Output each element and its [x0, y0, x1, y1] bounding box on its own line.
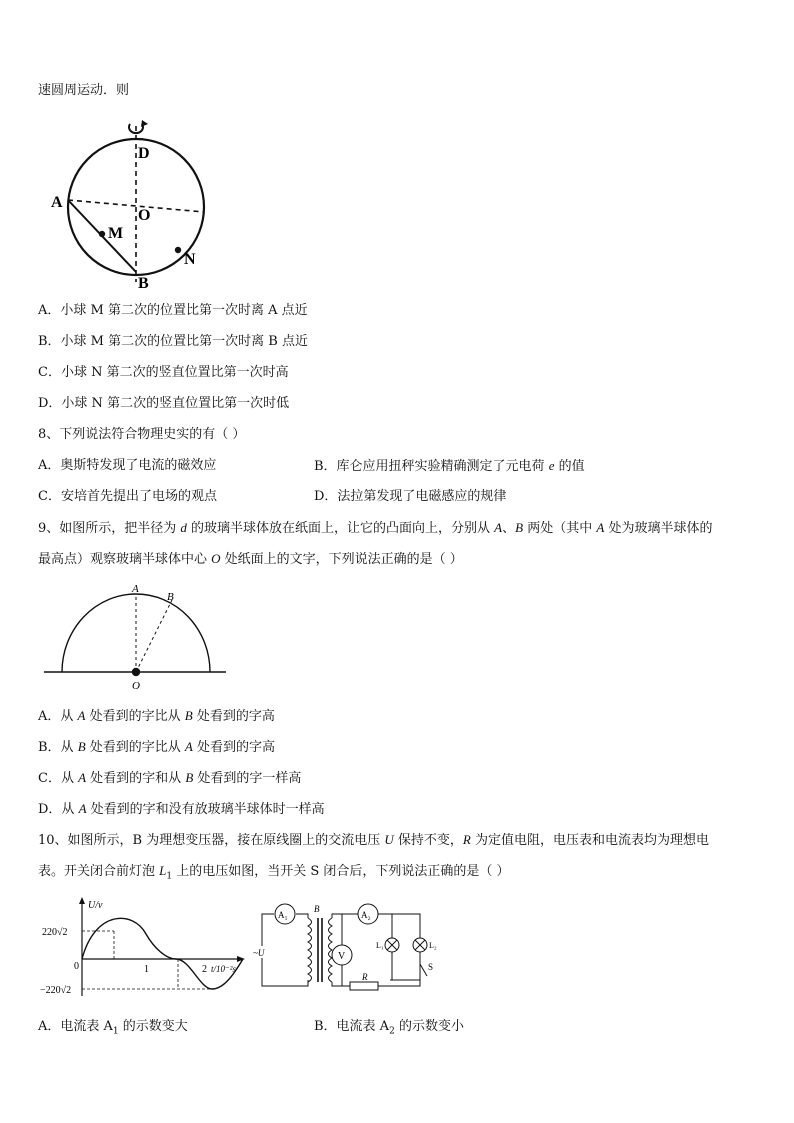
label-b: B — [167, 591, 174, 603]
q7-option-a: A．小球 M 第二次的位置比第一次时离 A 点近 — [38, 303, 308, 318]
q9-hemisphere-figure — [40, 580, 230, 695]
rotation-arrow-icon — [129, 120, 148, 133]
q10-option-b: B．电流表 $A_2$ 的示数变小 — [314, 1019, 464, 1037]
sine-curve — [82, 918, 243, 989]
center-point-o — [132, 668, 140, 676]
x-tick-2: 2 — [202, 964, 207, 975]
origin-label: 0 — [74, 961, 79, 972]
q7-option-b: B．小球 M 第二次的位置比第一次时离 B 点近 — [38, 334, 308, 349]
l1-label: L₁ — [376, 941, 384, 950]
q10-voltage-graph — [38, 896, 250, 1000]
q8-option-a: A．奥斯特发现了电流的磁效应 — [38, 458, 217, 473]
q10-circuit-diagram — [252, 900, 448, 996]
label-n: N — [184, 251, 196, 268]
y-axis-label: U/v — [88, 900, 103, 911]
q7-option-d: D．小球 N 第二次的竖直位置比第一次时低 — [38, 396, 290, 411]
q7-option-c: C．小球 N 第二次的竖直位置比第一次时高 — [38, 365, 289, 380]
q8-stem: 8、下列说法符合物理史实的有（ ） — [38, 427, 246, 442]
label-a: A — [51, 194, 63, 211]
label-b: B — [138, 275, 149, 292]
x-tick-1: 1 — [144, 964, 149, 975]
b-label: B — [314, 904, 320, 914]
label-m: M — [108, 225, 124, 242]
lamp-l2 — [413, 938, 427, 952]
q8-option-d: D．法拉第发现了电磁感应的规律 — [314, 489, 507, 504]
label-o: O — [138, 207, 151, 224]
q9-stem-line1: 9、如图所示，把半径为 d 的玻璃半球体放在纸面上，让它的凸面向上，分别从 A、B 两处（其中 A 处为玻璃半球体的 — [38, 520, 713, 536]
u-label: ~U — [253, 948, 265, 958]
dashed-line-o-to-b — [136, 600, 172, 672]
y-tick-positive: 220√2 — [42, 927, 68, 938]
resistor-r — [350, 982, 378, 990]
y-tick-negative: −220√2 — [40, 985, 72, 996]
v-label: V — [338, 951, 346, 962]
q9-option-b: B．从 B 处看到的字比从 A 处看到的字高 — [38, 739, 275, 755]
q9-option-c: C．从 A 处看到的字和从 B 处看到的字一样高 — [38, 770, 302, 786]
continuation-text: 速圆周运动．则 — [38, 83, 130, 98]
lamp-l1 — [385, 938, 399, 952]
label-a: A — [132, 583, 139, 595]
a2-label: A₂ — [361, 910, 371, 920]
l2-label: L₂ — [429, 941, 437, 950]
q8-option-c: C．安培首先提出了电场的观点 — [38, 489, 217, 504]
q7-circle-figure — [48, 112, 218, 292]
x-axis-label: t/10⁻²s — [211, 964, 236, 974]
switch-s — [420, 964, 427, 976]
q9-option-d: D．从 A 处看到的字和没有放玻璃半球体时一样高 — [38, 801, 325, 817]
label-o: O — [132, 680, 140, 692]
s-label: S — [428, 962, 434, 972]
q10-stem-line1: 10、如图所示，B 为理想变压器，接在原线圈上的交流电压 U 保持不变，R 为定值电阻，电压表和电流表均为理想电 — [38, 832, 709, 848]
q10-option-a: A．电流表 $A_1$ 的示数变大 — [38, 1019, 188, 1037]
q8-option-b: B．库仑应用扭秤实验精确测定了元电荷 e 的值 — [314, 458, 585, 474]
q10-stem-line2: 表。开关闭合前灯泡 $L_1$ 上的电压如图，当开关 S 闭合后，下列说法正确的是（ ） — [38, 863, 510, 882]
label-d: D — [138, 145, 150, 162]
q9-stem-line2: 最高点）观察玻璃半球体中心 O 处纸面上的文字，下列说法正确的是（ ） — [38, 551, 463, 567]
y-axis-arrow — [79, 897, 85, 904]
ball-m — [99, 231, 105, 237]
q9-option-a: A．从 A 处看到的字比从 B 处看到的字高 — [38, 708, 275, 724]
ball-n — [175, 247, 181, 253]
r-label: R — [362, 972, 368, 982]
a1-label: A₁ — [278, 910, 288, 920]
